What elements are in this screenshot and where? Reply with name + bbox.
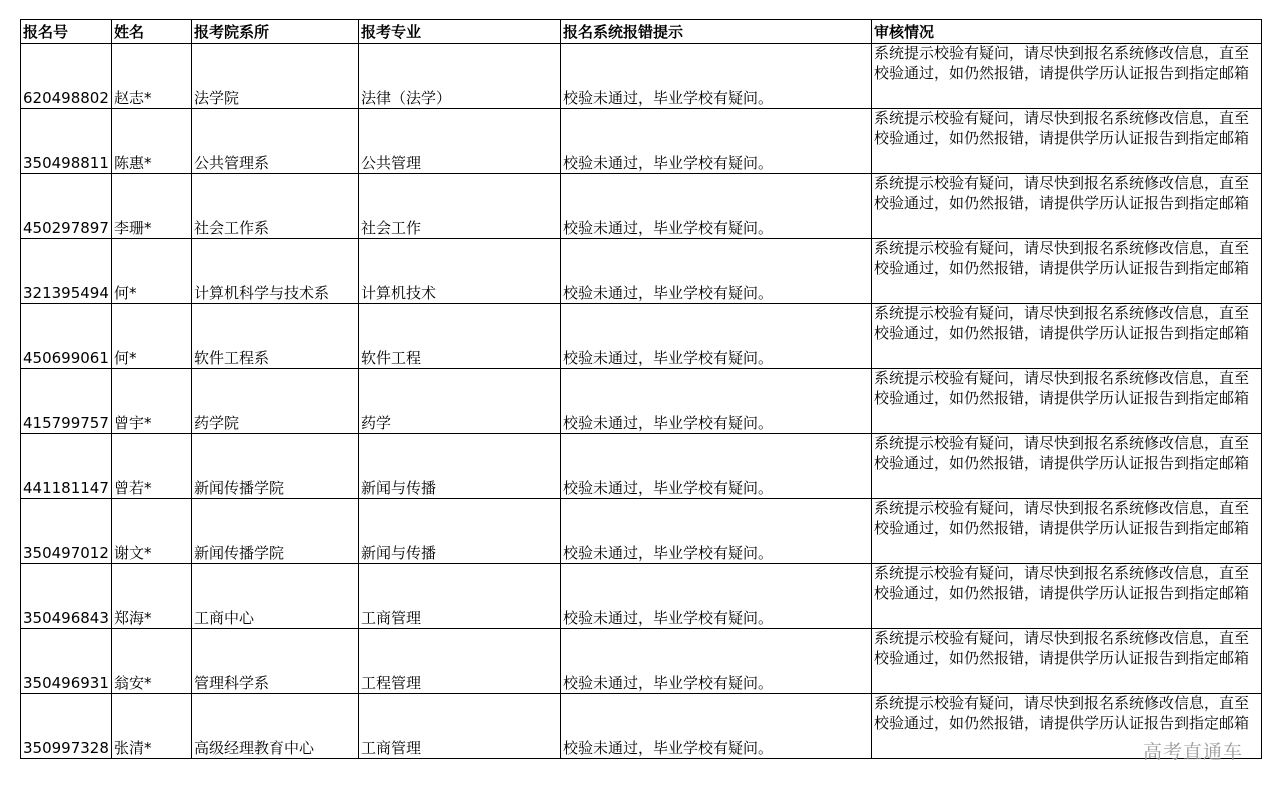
cell-department: 社会工作系 <box>192 174 359 239</box>
cell-review-status: 系统提示校验有疑问，请尽快到报名系统修改信息，直至校验通过，如仍然报错，请提供学历认证报告到指定邮箱 <box>872 499 1262 564</box>
cell-name: 何* <box>112 304 192 369</box>
cell-system-error: 校验未通过，毕业学校有疑问。 <box>561 369 872 434</box>
cell-department: 药学院 <box>192 369 359 434</box>
header-review-status: 审核情况 <box>872 20 1262 44</box>
cell-registration-number: 450297897 <box>21 174 112 239</box>
cell-name: 陈惠* <box>112 109 192 174</box>
cell-department: 新闻传播学院 <box>192 499 359 564</box>
cell-name: 张清* <box>112 694 192 759</box>
header-name: 姓名 <box>112 20 192 44</box>
cell-major: 工程管理 <box>359 629 561 694</box>
table-row <box>21 109 1262 174</box>
cell-system-error: 校验未通过，毕业学校有疑问。 <box>561 44 872 109</box>
cell-review-status: 系统提示校验有疑问，请尽快到报名系统修改信息，直至校验通过，如仍然报错，请提供学历认证报告到指定邮箱 <box>872 629 1262 694</box>
cell-review-status: 系统提示校验有疑问，请尽快到报名系统修改信息，直至校验通过，如仍然报错，请提供学历认证报告到指定邮箱 <box>872 239 1262 304</box>
table-row <box>21 694 1262 759</box>
cell-department: 计算机科学与技术系 <box>192 239 359 304</box>
cell-registration-number: 350496931 <box>21 629 112 694</box>
cell-review-status: 系统提示校验有疑问，请尽快到报名系统修改信息，直至校验通过，如仍然报错，请提供学历认证报告到指定邮箱 <box>872 434 1262 499</box>
cell-department: 工商中心 <box>192 564 359 629</box>
header-registration-number: 报名号 <box>21 20 112 44</box>
table-header <box>21 20 1262 44</box>
table-row <box>21 434 1262 499</box>
table-row <box>21 564 1262 629</box>
cell-department: 法学院 <box>192 44 359 109</box>
cell-review-status: 系统提示校验有疑问，请尽快到报名系统修改信息，直至校验通过，如仍然报错，请提供学历认证报告到指定邮箱 <box>872 109 1262 174</box>
table-row <box>21 304 1262 369</box>
review-table <box>20 19 1262 759</box>
cell-review-status: 系统提示校验有疑问，请尽快到报名系统修改信息，直至校验通过，如仍然报错，请提供学历认证报告到指定邮箱 <box>872 369 1262 434</box>
cell-major: 工商管理 <box>359 694 561 759</box>
cell-name: 曾宇* <box>112 369 192 434</box>
cell-system-error: 校验未通过，毕业学校有疑问。 <box>561 499 872 564</box>
cell-registration-number: 441181147 <box>21 434 112 499</box>
cell-major: 法律（法学） <box>359 44 561 109</box>
header-row <box>21 20 1262 44</box>
cell-name: 李珊* <box>112 174 192 239</box>
cell-major: 社会工作 <box>359 174 561 239</box>
cell-registration-number: 415799757 <box>21 369 112 434</box>
cell-registration-number: 321395494 <box>21 239 112 304</box>
cell-system-error: 校验未通过，毕业学校有疑问。 <box>561 109 872 174</box>
cell-registration-number: 450699061 <box>21 304 112 369</box>
cell-name: 曾若* <box>112 434 192 499</box>
cell-major: 新闻与传播 <box>359 434 561 499</box>
table-row <box>21 174 1262 239</box>
table-row <box>21 239 1262 304</box>
cell-review-status: 系统提示校验有疑问，请尽快到报名系统修改信息，直至校验通过，如仍然报错，请提供学历认证报告到指定邮箱 <box>872 174 1262 239</box>
cell-review-status: 系统提示校验有疑问，请尽快到报名系统修改信息，直至校验通过，如仍然报错，请提供学历认证报告到指定邮箱 <box>872 44 1262 109</box>
header-department: 报考院系所 <box>192 20 359 44</box>
cell-major: 公共管理 <box>359 109 561 174</box>
cell-major: 工商管理 <box>359 564 561 629</box>
cell-review-status: 系统提示校验有疑问，请尽快到报名系统修改信息，直至校验通过，如仍然报错，请提供学历认证报告到指定邮箱 <box>872 694 1262 759</box>
cell-system-error: 校验未通过，毕业学校有疑问。 <box>561 564 872 629</box>
cell-system-error: 校验未通过，毕业学校有疑问。 <box>561 434 872 499</box>
table-row <box>21 44 1262 109</box>
cell-name: 翁安* <box>112 629 192 694</box>
cell-name: 谢文* <box>112 499 192 564</box>
header-system-error: 报名系统报错提示 <box>561 20 872 44</box>
cell-department: 新闻传播学院 <box>192 434 359 499</box>
cell-system-error: 校验未通过，毕业学校有疑问。 <box>561 304 872 369</box>
cell-system-error: 校验未通过，毕业学校有疑问。 <box>561 239 872 304</box>
cell-department: 管理科学系 <box>192 629 359 694</box>
header-major: 报考专业 <box>359 20 561 44</box>
cell-review-status: 系统提示校验有疑问，请尽快到报名系统修改信息，直至校验通过，如仍然报错，请提供学历认证报告到指定邮箱 <box>872 564 1262 629</box>
cell-system-error: 校验未通过，毕业学校有疑问。 <box>561 694 872 759</box>
cell-system-error: 校验未通过，毕业学校有疑问。 <box>561 629 872 694</box>
cell-name: 何* <box>112 239 192 304</box>
cell-registration-number: 350997328 <box>21 694 112 759</box>
cell-registration-number: 350497012 <box>21 499 112 564</box>
cell-major: 新闻与传播 <box>359 499 561 564</box>
cell-department: 公共管理系 <box>192 109 359 174</box>
cell-registration-number: 350498811 <box>21 109 112 174</box>
table-row <box>21 369 1262 434</box>
table-body <box>21 44 1262 759</box>
cell-name: 郑海* <box>112 564 192 629</box>
table-row <box>21 629 1262 694</box>
cell-department: 高级经理教育中心 <box>192 694 359 759</box>
cell-major: 计算机技术 <box>359 239 561 304</box>
table-row <box>21 499 1262 564</box>
cell-department: 软件工程系 <box>192 304 359 369</box>
cell-registration-number: 350496843 <box>21 564 112 629</box>
cell-name: 赵志* <box>112 44 192 109</box>
cell-review-status: 系统提示校验有疑问，请尽快到报名系统修改信息，直至校验通过，如仍然报错，请提供学历认证报告到指定邮箱 <box>872 304 1262 369</box>
cell-major: 药学 <box>359 369 561 434</box>
cell-registration-number: 620498802 <box>21 44 112 109</box>
cell-system-error: 校验未通过，毕业学校有疑问。 <box>561 174 872 239</box>
cell-major: 软件工程 <box>359 304 561 369</box>
watermark: 高考直通车 <box>1143 741 1244 763</box>
